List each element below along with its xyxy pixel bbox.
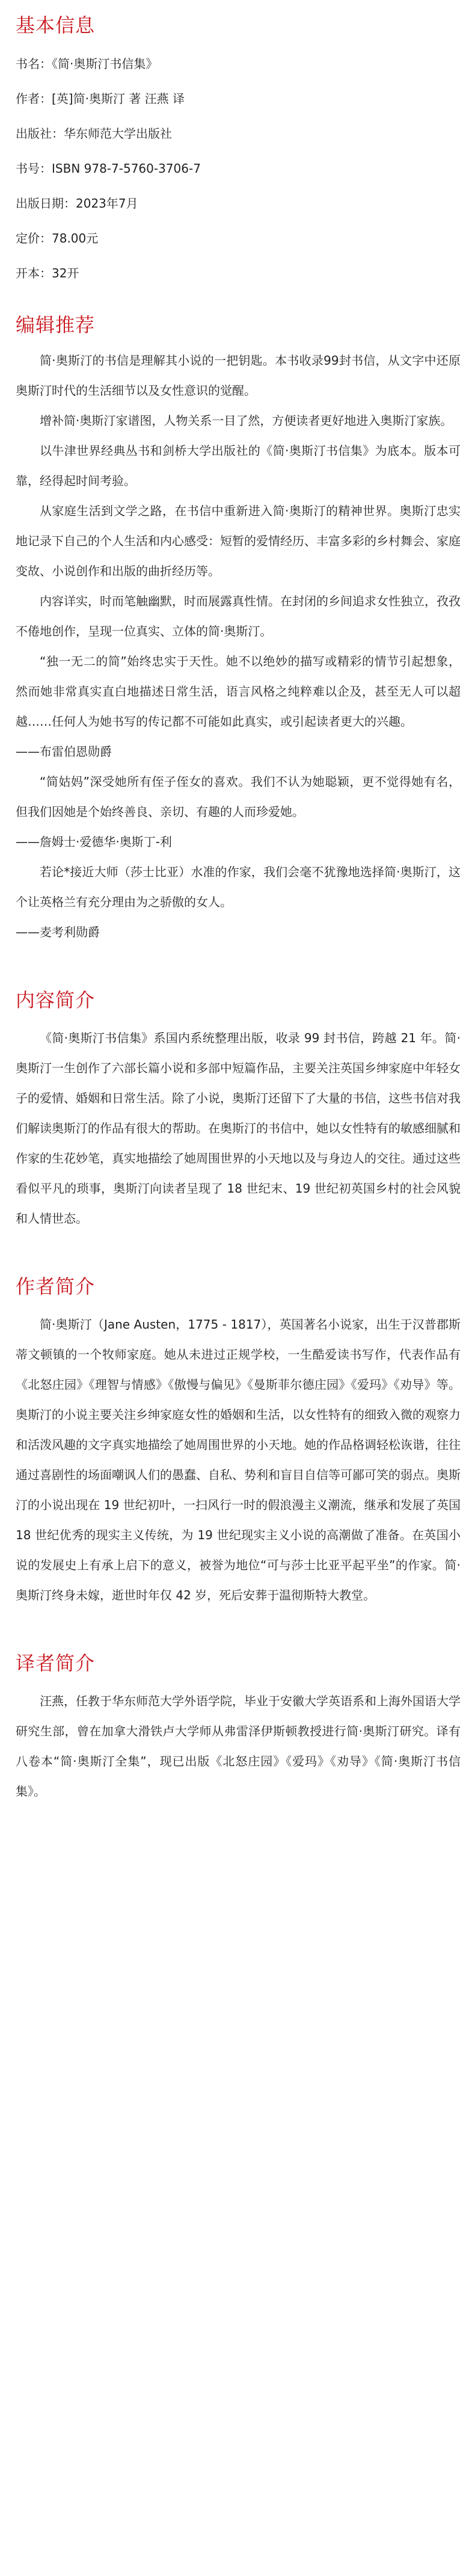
editor-paragraph: 以牛津世界经典丛书和剑桥大学出版社的《简·奥斯汀书信集》为底本。版本可靠，经得起时间考验。 bbox=[16, 443, 461, 488]
basic-info-section bbox=[16, 13, 461, 282]
translator-intro-title: 译者简介 bbox=[16, 1652, 96, 1675]
editor-recommendation-title: 编辑推荐 bbox=[16, 314, 96, 336]
info-publisher: 出版社：华东师范大学出版社 bbox=[16, 126, 172, 141]
editor-quote: “简姑妈”深受她所有侄子侄女的喜欢。我们不认为她聪颖，更不觉得她有名，但我们因她是个始终善良、亲切、有趣的人而珍爱她。 bbox=[16, 774, 461, 819]
quote-attribution: ——麦考利勋爵 bbox=[16, 925, 100, 939]
editor-paragraph: 从家庭生活到文学之路，在书信中重新进入简·奥斯汀的精神世界。奥斯汀忠实地记录下自己的个人生活和内心感受：短暂的爱情经历、丰富多彩的乡村舞会、家庭变故、小说创作和出版的曲折经历等。 bbox=[16, 504, 461, 578]
basic-info-title: 基本信息 bbox=[16, 14, 96, 37]
content-summary-section bbox=[16, 988, 461, 1234]
info-price: 定价：78.00元 bbox=[16, 231, 99, 246]
content-paragraph: 《简·奥斯汀书信集》系国内系统整理出版，收录 99 封书信，跨越 21 年。简·奥斯汀一生创作了六部长篇小说和多部中短篇作品，主要关注英国乡绅家庭中年轻女子的爱情、婚姻和日常生活。除了小说，奥斯汀还留下了大量的书信，这些书信对我们解读奥斯汀的作品有很大的帮助。在奥斯汀的书信中，她以女性特有的敏感细腻和作家的生花妙笔，真实地描绘了她周围世界的小天地以及与身边人的交往。通过这些看似平凡的琐事，奥斯汀向读者呈现了 18 世纪末、19 世纪初英国乡村的社会风貌和人情世态。 bbox=[16, 1031, 461, 1226]
editor-recommendation-section bbox=[16, 313, 461, 947]
quote-attribution: ——布雷伯恩勋爵 bbox=[16, 744, 112, 759]
editor-paragraph: 简·奥斯汀的书信是理解其小说的一把钥匙。本书收录99封书信，从文字中还原奥斯汀时代的生活细节以及女性意识的觉醒。 bbox=[16, 353, 461, 398]
author-intro-section bbox=[16, 1274, 461, 1610]
editor-paragraph: 内容详实，时而笔触幽默，时而展露真性情。在封闭的乡间追求女性独立，孜孜不倦地创作，呈现一位真实、立体的简·奥斯汀。 bbox=[16, 594, 461, 638]
author-intro-title: 作者简介 bbox=[16, 1275, 96, 1298]
quote-attribution: ——詹姆士·爱德华·奥斯丁-利 bbox=[16, 835, 172, 849]
info-book-name: 书名：《简·奥斯汀书信集》 bbox=[16, 57, 158, 71]
info-isbn: 书号：ISBN 978-7-5760-3706-7 bbox=[16, 161, 201, 176]
editor-quote: 若论*接近大师（莎士比亚）水准的作家，我们会毫不犹豫地选择简·奥斯汀，这个让英格兰有充分理由为之骄傲的女人。 bbox=[16, 865, 461, 909]
translator-paragraph: 汪燕，任教于华东师范大学外语学院，毕业于安徽大学英语系和上海外国语大学研究生部，曾在加拿大滑铁卢大学师从弗雷泽伊斯顿教授进行简·奥斯汀研究。译有八卷本“简·奥斯汀全集”，现已出版《北怒庄园》《爱玛》《劝导》《简·奥斯汀书信集》。 bbox=[16, 1694, 461, 1799]
editor-quote: “独一无二的简”始终忠实于天性。她不以绝妙的描写或精彩的情节引起想象，然而她非常真实直白地描述日常生活，语言风格之纯粹难以企及，甚至无人可以超越……任何人为她书写的传记都不可能如此真实，或引起读者更大的兴趣。 bbox=[16, 654, 461, 729]
editor-paragraph: 增补简·奥斯汀家谱图，人物关系一目了然，方便读者更好地进入奥斯汀家族。 bbox=[40, 413, 453, 428]
content-summary-title: 内容简介 bbox=[16, 989, 96, 1012]
info-format: 开本：32开 bbox=[16, 266, 79, 280]
author-paragraph: 简·奥斯汀（Jane Austen，1775 - 1817），英国著名小说家，出生于汉普郡斯蒂文顿镇的一个牧师家庭。她从未进过正规学校，一生酷爱读书写作，代表作品有《北怒庄园》《理智与情感》《傲慢与偏见》《曼斯菲尔德庄园》《爱玛》《劝导》等。奥斯汀的小说主要关注乡绅家庭女性的婚姻和生活，以女性特有的细致入微的观察力和活泼风趣的文字真实地描绘了她周围世界的小天地。她的作品格调轻松诙谐，往往通过喜剧性的场面嘲讽人们的愚蠢、自私、势利和盲目自信等可鄙可笑的弱点。奥斯汀的小说出现在 19 世纪初叶，一扫风行一时的假浪漫主义潮流，继承和发展了英国 18 世纪优秀的现实主义传统，为 19 世纪现实主义小说的高潮做了准备。在英国小说的发展史上有承上启下的意义，被誉为地位“可与莎士比亚平起平坐”的作家。简·奥斯汀终身未嫁，逝世时年仅 42 岁，死后安葬于温彻斯特大教堂。 bbox=[16, 1317, 461, 1602]
translator-intro-section bbox=[16, 1651, 461, 1826]
info-author: 作者：[英]简·奥斯汀 著 汪燕 译 bbox=[16, 91, 185, 106]
info-publish-date: 出版日期：2023年7月 bbox=[16, 196, 138, 211]
